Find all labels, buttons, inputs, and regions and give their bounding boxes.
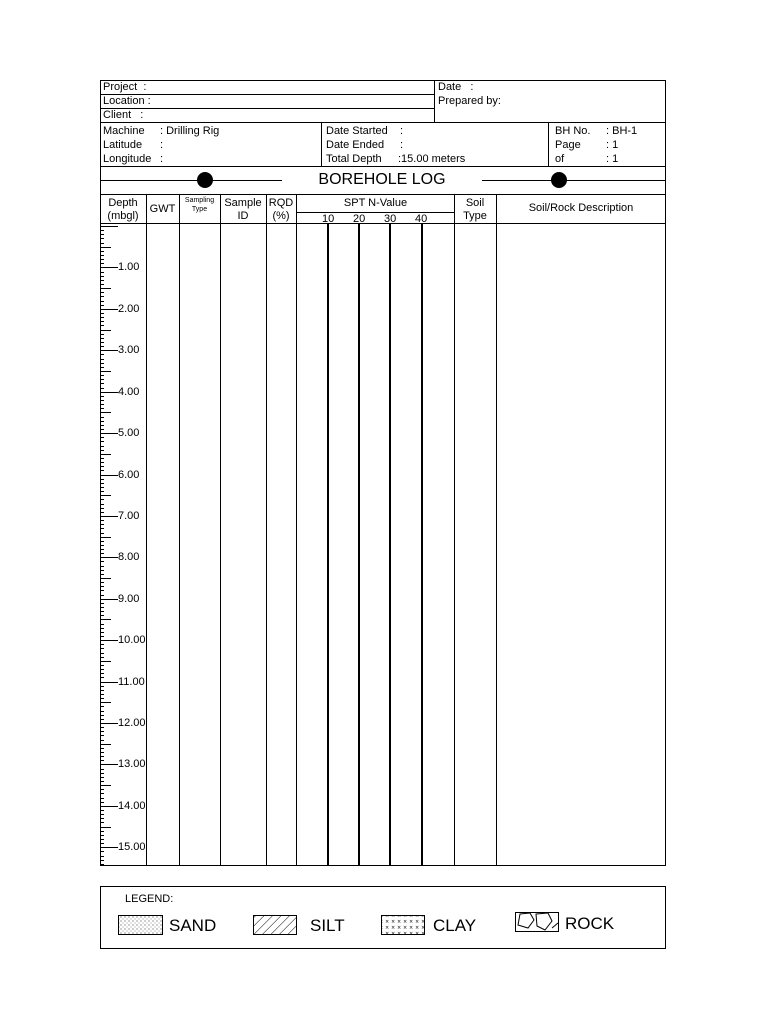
total-depth-value: :15.00 meters [398,153,466,165]
col-spt: SPT N-Value [343,197,408,209]
depth-label: 4.00 [118,386,140,398]
col-rqd-unit: (%) [272,210,290,222]
col-depth: Depth [108,197,138,209]
client-label: Client : [103,109,144,121]
legend-silt: SILT [310,916,345,935]
depth-label: 5.00 [118,427,140,439]
depth-label: 2.00 [118,303,140,315]
legend-clay: CLAY [433,916,477,935]
longitude-colon: : [160,153,164,165]
bh-no-value: : BH-1 [606,125,638,137]
title-dot-left [197,172,213,188]
col-sampling: Sampling [184,197,215,204]
col-gwt: GWT [149,203,176,215]
col-rqd: RQD [268,197,294,209]
legend-sand: SAND [169,916,217,935]
date-ended-label: Date Ended [326,139,385,151]
col-sample-id: ID [237,210,249,222]
depth-label: 11.00 [118,676,145,688]
spt-tick-30: 30 [384,213,397,225]
of-label: of [555,153,565,165]
machine-label: Machine [103,125,145,137]
col-soil: Soil [465,197,485,209]
legend-rock: ROCK [565,914,615,933]
depth-label: 8.00 [118,551,140,563]
spt-tick-20: 20 [353,213,366,225]
depth-label: 7.00 [118,510,140,522]
spt-tick-10: 10 [322,213,335,225]
machine-value: : Drilling Rig [160,125,220,137]
depth-label: 3.00 [118,344,140,356]
col-sample: Sample [224,197,262,209]
longitude-label: Longitude [103,153,152,165]
depth-label: 12.00 [118,717,146,729]
depth-label: 1.00 [118,261,140,273]
col-depth-unit: (mbgl) [107,210,139,222]
depth-label: 15.00 [118,841,146,853]
depth-label: 10.00 [118,634,146,646]
page-value: : 1 [606,139,619,151]
depth-label: 6.00 [118,469,140,481]
page-title: BOREHOLE LOG [318,171,446,188]
of-value: : 1 [606,153,619,165]
latitude-colon: : [160,139,164,151]
date-ended-colon: : [400,139,404,151]
legend-title: LEGEND: [125,893,174,905]
col-description: Soil/Rock Description [528,202,634,214]
location-label: Location : [103,95,151,107]
prepared-by-label: Prepared by: [438,95,501,107]
col-soil-type: Type [463,210,487,222]
project-label: Project : [103,81,147,93]
title-dot-right [551,172,567,188]
col-sampling-type: Type [191,206,208,213]
date-started-label: Date Started [326,125,388,137]
depth-label: 14.00 [118,800,146,812]
depth-ruler [100,227,118,865]
date-started-colon: : [400,125,404,137]
total-depth-label: Total Depth [326,153,382,165]
bh-no-label: BH No. [555,125,591,137]
latitude-label: Latitude [103,139,143,151]
spt-tick-40: 40 [415,213,428,225]
page-label: Page [555,139,581,151]
depth-label: 13.00 [118,758,146,770]
depth-label: 9.00 [118,593,140,605]
date-label: Date : [438,81,474,93]
